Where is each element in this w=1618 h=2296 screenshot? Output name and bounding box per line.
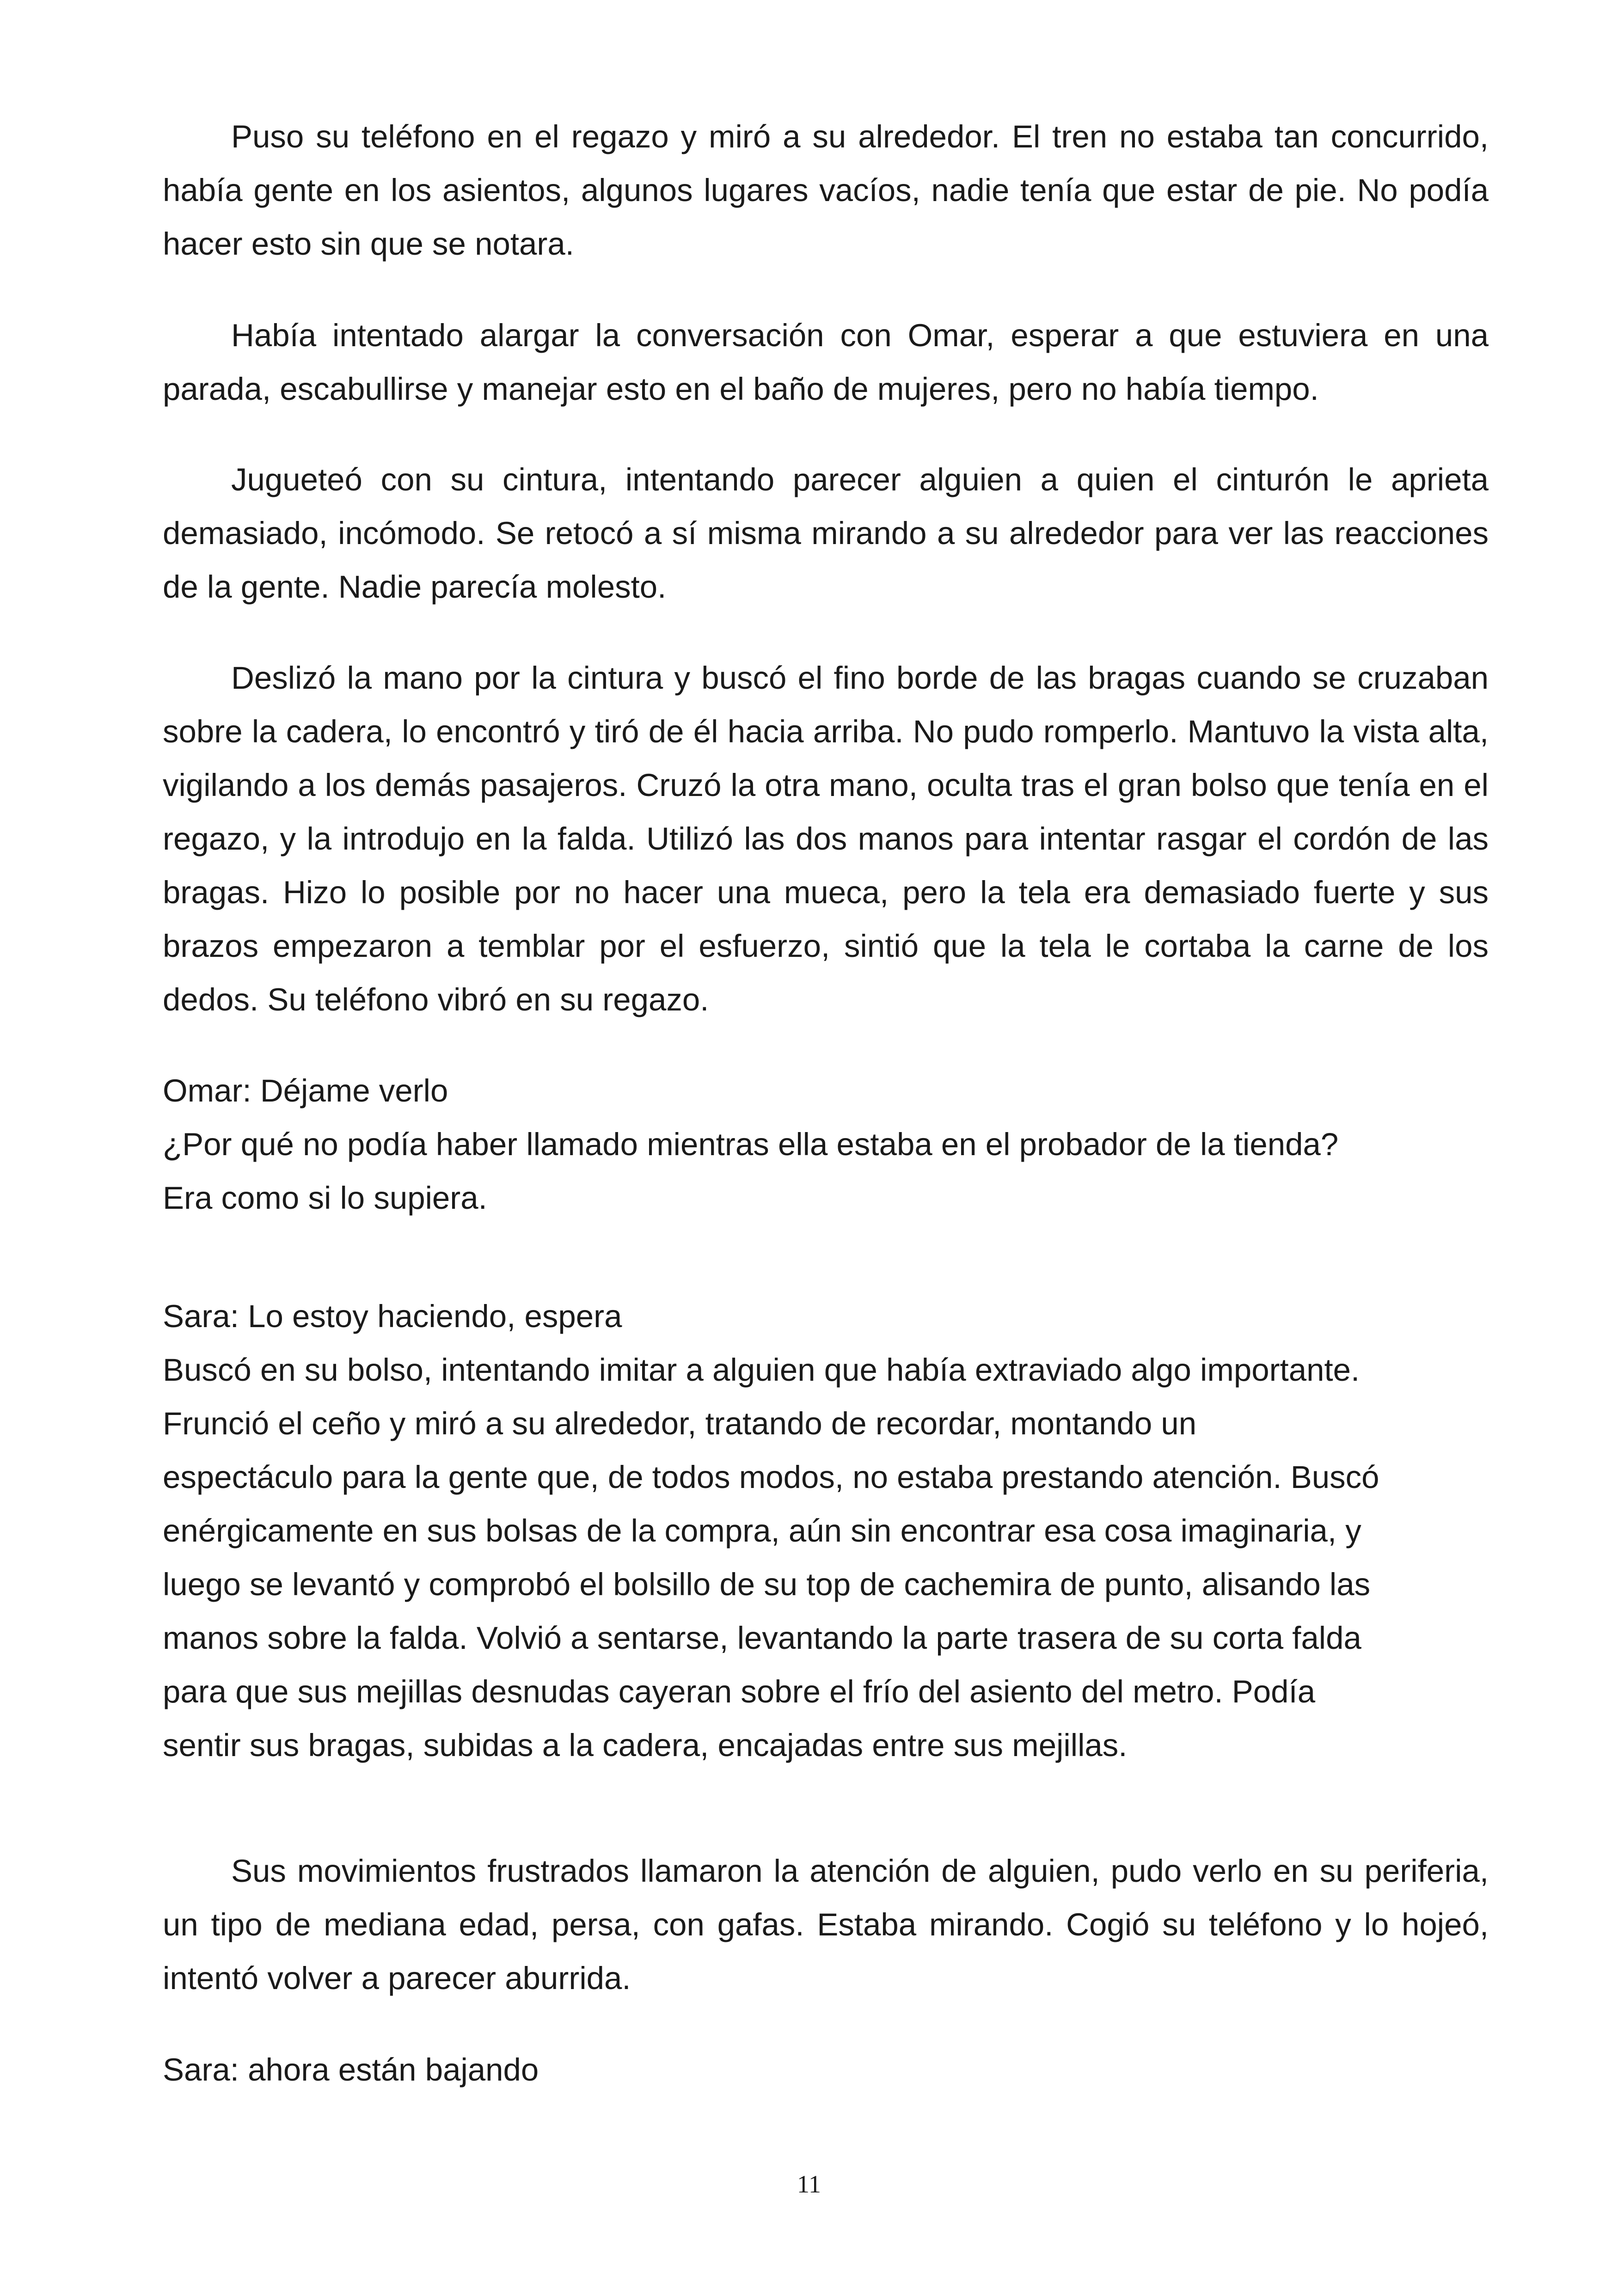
chat-block-sara: Sara: Lo estoy haciendo, espera Buscó en su bolso, intentando imitar a alguien que había extraviado algo importante. Frunció el ceño y miró a su alrededor, tratando de recordar, montando un espectáculo para la gente que, de todos modos, no estaba prestando atención. Buscó enérgicamente en sus bolsas de la compra, aún sin encontrar esa cosa imaginaria, y luego se levantó y comprobó el bolsillo de su top de cachemira de punto, alisando las manos sobre la falda. Volvió a sentarse, levantando la parte trasera de su corta falda para que sus mejillas desnudas cayeran sobre el frío del asiento del metro. Podía sentir sus bragas, subidas a la cadera, encajadas entre sus mejillas. [163,1298,1379,1763]
paragraph-4: Deslizó la mano por la cintura y buscó el fino borde de las bragas cuando se cruzaban sobre la cadera, lo encontró y tiró de él hacia arriba. No pudo romperlo. Mantuvo la vista alta, vigilando a los demás pasajeros. Cruzó la otra mano, oculta tras el gran bolso que tenía en el regazo, y la introdujo en la falda. Utilizó las dos manos para intentar rasgar el cordón de las bragas. Hizo lo posible por no hacer una mueca, pero la tela era demasiado fuerte y sus brazos empezaron a temblar por el esfuerzo, sintió que la tela le cortaba la carne de los dedos. Su teléfono vibró en su regazo. [163,660,1489,1017]
paragraph-7: Sus movimientos frustrados llamaron la atención de alguien, pudo verlo en su periferia, un tipo de mediana edad, persa, con gafas. Estaba mirando. Cogió su teléfono y lo hojeó, intentó volver a parecer aburrida. [163,1853,1489,1996]
page-number: 11 [797,2170,821,2198]
chat-block-omar: Omar: Déjame verlo ¿Por qué no podía haber llamado mientras ella estaba en el probador de la tienda? Era como si lo supiera. [163,1073,1339,1216]
paragraph-1: Puso su teléfono en el regazo y miró a su alrededor. El tren no estaba tan concurrido, había gente en los asientos, algunos lugares vacíos, nadie tenía que estar de pie. No podía hacer esto sin que se notara. [163,119,1489,262]
chat-line-sara: Sara: ahora están bajando [163,2052,539,2088]
paragraph-2: Había intentado alargar la conversación con Omar, esperar a que estuviera en una parada, escabullirse y manejar esto en el baño de mujeres, pero no había tiempo. [163,318,1489,407]
paragraph-3: Jugueteó con su cintura, intentando parecer alguien a quien el cinturón le aprieta demasiado, incómodo. Se retocó a sí misma mirando a su alrededor para ver las reacciones de la gente. Nadie parecía molesto. [163,462,1489,605]
